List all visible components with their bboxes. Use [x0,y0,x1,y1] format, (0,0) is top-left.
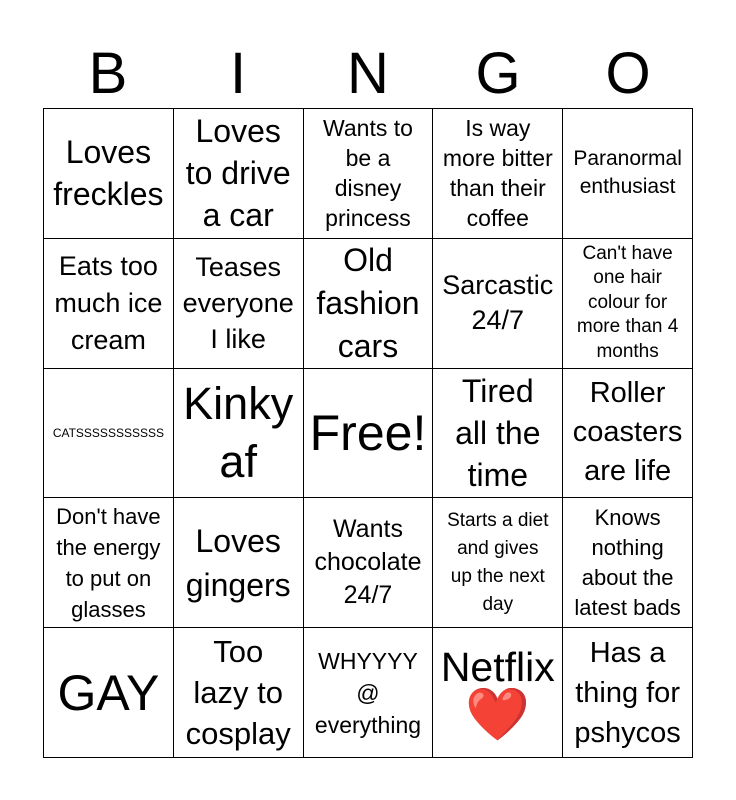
cell-text: Eats too much ice cream [54,250,163,355]
bingo-grid [43,108,693,758]
bingo-cell[interactable] [304,239,434,369]
bingo-cell[interactable] [44,498,174,628]
cell-text: Don't have the energy to put on glasses [56,503,161,622]
cell-text: Wants chocolate 24/7 [314,515,422,610]
bingo-cell[interactable] [174,628,304,758]
bingo-cell[interactable] [433,109,563,239]
header-letter-o: O [605,41,651,106]
cell-text: Old fashion cars [316,241,420,364]
cell-text: Sarcastic 24/7 [442,270,554,336]
cell-text: Tired all the time [455,372,541,493]
cell-text: Teases everyone I like [182,252,294,355]
cell-text: Starts a diet and gives up the next day [447,509,549,615]
bingo-cell[interactable] [563,239,693,369]
cell-text: Paranormal enthusiast [573,147,682,199]
cell-text: Loves gingers [185,522,291,603]
free-space-text: Free! [309,404,427,461]
cell-text: Knows nothing about the latest bads [574,504,681,620]
cell-text: GAY [57,664,160,721]
bingo-cell[interactable] [44,239,174,369]
header-letter-i: I [229,41,247,106]
bingo-cell[interactable] [44,369,174,499]
bingo-header [43,40,693,108]
cell-text: Roller coasters are life [572,377,683,488]
bingo-cell[interactable] [433,369,563,499]
free-space-cell[interactable] [304,369,434,499]
bingo-cell[interactable] [433,498,563,628]
cell-text: Is way more bitter than their coffee [442,115,553,232]
bingo-cell[interactable] [433,628,563,758]
cell-text: Loves freckles [53,134,164,213]
heart-icon: ❤️ [465,685,531,744]
bingo-cell[interactable] [304,498,434,628]
cell-text: Kinky af [183,377,294,487]
bingo-cell[interactable] [433,239,563,369]
bingo-cell[interactable] [174,109,304,239]
cell-text: Netflix [440,643,555,690]
bingo-cell[interactable] [563,109,693,239]
bingo-cell[interactable] [44,109,174,239]
header-letter-g: G [475,41,521,106]
bingo-cell[interactable] [44,628,174,758]
cell-text: WHYYYY @ everything [314,647,422,738]
header-letter-b: B [88,41,128,106]
bingo-cell[interactable] [174,239,304,369]
bingo-cell[interactable] [563,369,693,499]
bingo-cell[interactable] [174,369,304,499]
bingo-cell[interactable] [174,498,304,628]
bingo-cell[interactable] [563,628,693,758]
cell-text: Too lazy to cosplay [185,634,291,752]
bingo-cell[interactable] [563,498,693,628]
bingo-cell[interactable] [304,109,434,239]
bingo-cell[interactable] [304,628,434,758]
header-letter-n: N [347,41,389,106]
cell-text: Loves to drive a car [185,113,291,234]
cell-text: Has a thing for pshycos [574,636,681,749]
cell-text: Can't have one hair colour for more than 4 months [576,242,679,362]
cell-text: Wants to be a disney princess [323,115,413,232]
cell-text: CATSSSSSSSSSSS [52,425,164,440]
